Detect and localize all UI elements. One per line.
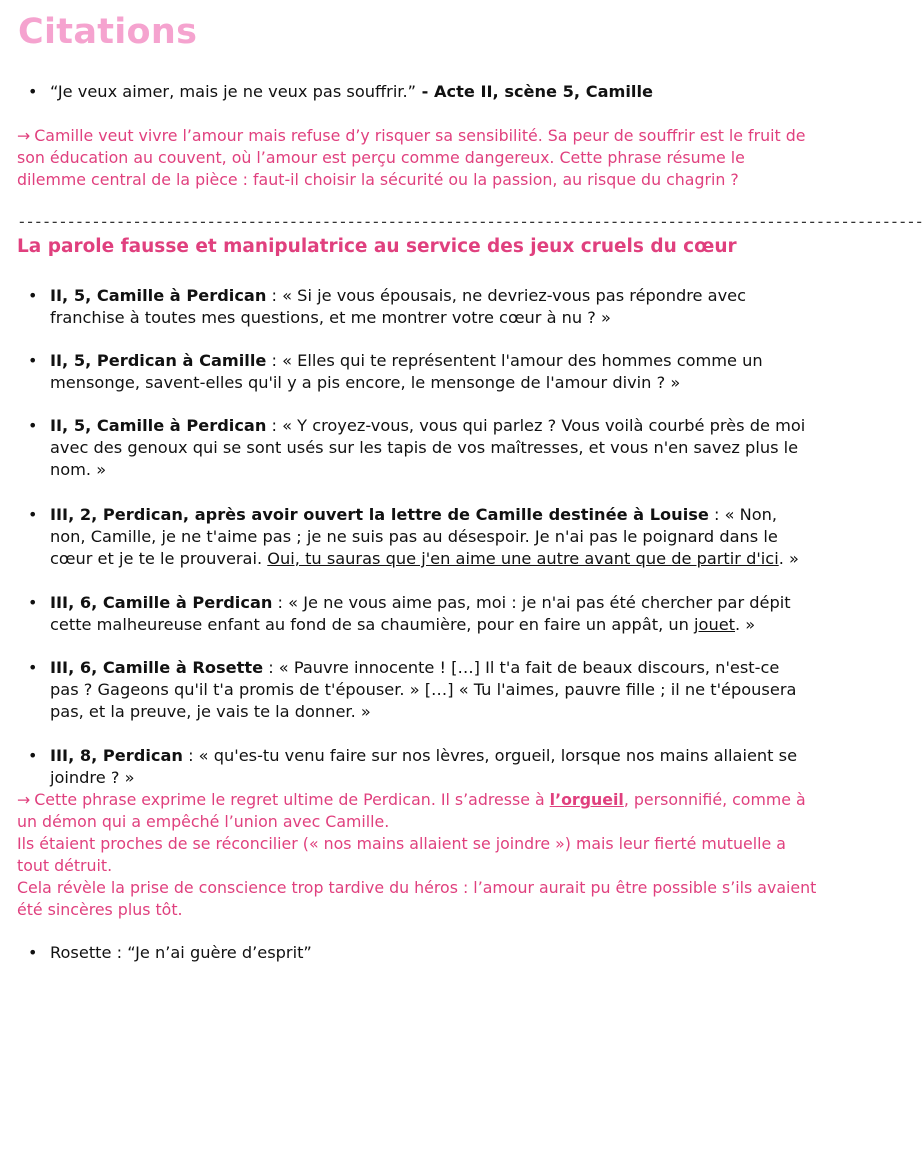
section-divider: -------------------------------------------------------------------------------------------------------------- bbox=[17, 212, 923, 231]
quote-underlined-text: jouet bbox=[694, 615, 736, 634]
citation-item bbox=[50, 81, 810, 103]
page-title: Citations bbox=[18, 12, 198, 52]
analysis-note-keyword: l’orgueil bbox=[549, 790, 624, 809]
quote-text-end: . » bbox=[778, 549, 799, 568]
section-heading: La parole fausse et manipulatrice au service des jeux cruels du cœur bbox=[17, 236, 737, 257]
quote-reference: II, 5, Camille à Perdican bbox=[50, 416, 267, 435]
quote-reference: III, 2, Perdican, après avoir ouvert la lettre de Camille destinée à Louise bbox=[50, 505, 709, 524]
quote-text: : « Pauvre innocente ! […] Il t'a fait de beaux discours, n'est-ce pas ? Gageons qu'il t'a promis de t'épouser. » […] « Tu l'aimes, pauvre fille ; il ne t'épousera pas, et la preuve, je vais te la donner. » bbox=[50, 658, 797, 721]
quote-reference: III, 8, Perdican bbox=[50, 746, 183, 765]
quote-reference: II, 5, Perdican à Camille bbox=[50, 351, 267, 370]
quote-reference: II, 5, Camille à Perdican bbox=[50, 286, 267, 305]
analysis-note-1 bbox=[17, 125, 817, 191]
quote-item bbox=[50, 504, 812, 570]
quote-item bbox=[50, 657, 812, 723]
quote-text: : « Y croyez-vous, vous qui parlez ? Vous voilà courbé près de moi avec des genoux qui se sont usés sur les tapis de vos maîtresses, et vous n'en savez plus le nom. » bbox=[50, 416, 806, 479]
quote-reference: III, 6, Camille à Perdican bbox=[50, 593, 273, 612]
analysis-note-text: Cette phrase exprime le regret ultime de Perdican. Il s’adresse à bbox=[34, 790, 550, 809]
citation-separator: - bbox=[416, 82, 435, 101]
quote-text-end: . » bbox=[735, 615, 756, 634]
quote-underlined-text: Oui, tu sauras que j'en aime une autre avant que de partir d'ici bbox=[267, 549, 779, 568]
quote-text: : « Elles qui te représentent l'amour des hommes comme un mensonge, savent-elles qu'il y a pis encore, le mensonge de l'amour divin ? » bbox=[50, 351, 763, 392]
analysis-note-text: Camille veut vivre l’amour mais refuse d’y risquer sa sensibilité. Sa peur de souffrir est le fruit de son éducation au couvent, où l’amour est perçu comme dangereux. Cette phrase résume le dilemme central de la pièce : faut-il choisir la sécurité ou la passion, au risque du chagrin ? bbox=[17, 126, 806, 189]
citation-quote: “Je veux aimer, mais je ne veux pas souffrir.” bbox=[50, 82, 417, 101]
quote-text: : « qu'es-tu venu faire sur nos lèvres, orgueil, lorsque nos mains allaient se joindre ? » bbox=[50, 746, 798, 787]
quote-item bbox=[50, 592, 812, 636]
arrow-icon: → bbox=[17, 126, 31, 145]
quote-text: : « Non, non, Camille, je ne t'aime pas ; je ne suis pas au désespoir. Je n'ai pas le poignard dans le cœur et je te le prouverai. bbox=[50, 505, 778, 568]
analysis-note-2 bbox=[17, 789, 817, 921]
analysis-note-line: Ils étaient proches de se réconcilier (« nos mains allaient se joindre ») mais leur fierté mutuelle a tout détruit. bbox=[17, 834, 786, 875]
analysis-note-line: Cela révèle la prise de conscience trop tardive du héros : l’amour aurait pu être possible s’ils avaient été sincères plus tôt. bbox=[17, 878, 817, 919]
quote-item bbox=[50, 745, 812, 789]
citation-item: • Rosette : “Je n’ai guère d’esprit” bbox=[50, 942, 810, 964]
arrow-icon: → bbox=[17, 790, 31, 809]
quote-reference: III, 6, Camille à Rosette bbox=[50, 658, 264, 677]
quote-item bbox=[50, 285, 812, 329]
quote-text: : « Je ne vous aime pas, moi : je n'ai pas été chercher par dépit cette malheureuse enfant au fond de sa chaumière, pour en faire un appât, un bbox=[50, 593, 791, 634]
analysis-note-line bbox=[17, 789, 817, 833]
quote-text: : « Si je vous épousais, ne devriez-vous pas répondre avec franchise à toutes mes questions, et me montrer votre cœur à nu ? » bbox=[50, 286, 747, 327]
quote-item bbox=[50, 415, 812, 481]
citation-reference: Acte II, scène 5, Camille bbox=[434, 82, 654, 101]
analysis-note-text-end: , personnifié, comme à un démon qui a empêché l’union avec Camille. bbox=[17, 790, 806, 831]
quote-item bbox=[50, 350, 812, 394]
